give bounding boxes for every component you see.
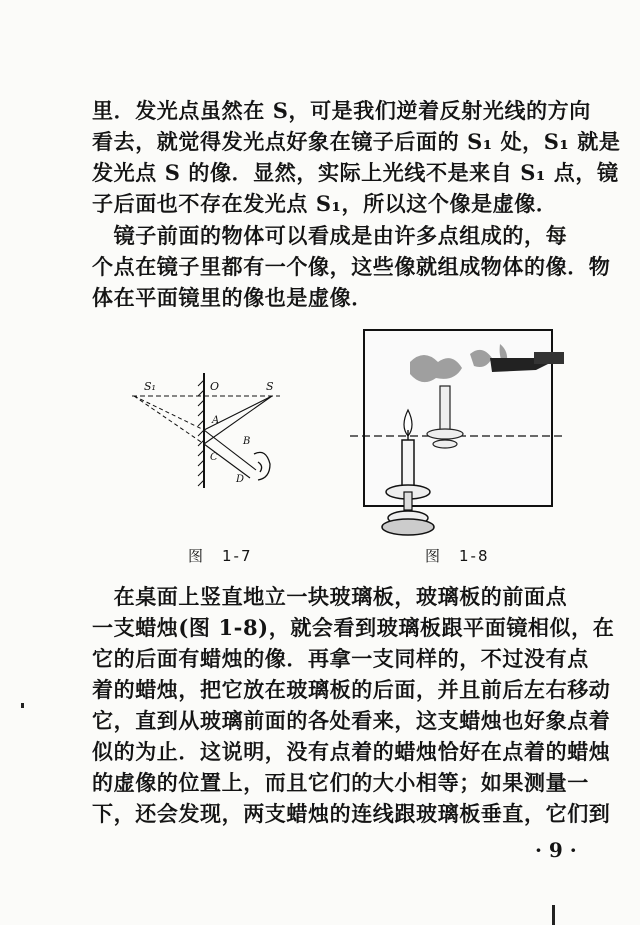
text-line: 体在平面镜里的像也是虚像． — [92, 285, 373, 310]
text-line: 的虚像的位置上，而且它们的大小相等；如果测量一 — [92, 770, 589, 795]
text-line: 它的后面有蜡烛的像．再拿一支同样的，不过没有点 — [92, 646, 589, 671]
text-line: 镜子前面的物体可以看成是由许多点组成的，每 — [92, 223, 568, 248]
virtual-rays — [134, 396, 204, 444]
text-line: 个点在镜子里都有一个像，这些像就组成物体的像．物 — [92, 254, 611, 279]
page-number: · 9 · — [535, 838, 577, 862]
text-line: 下，还会发现，两支蜡烛的连线跟玻璃板垂直，它们到 — [92, 801, 611, 826]
label-s: S — [266, 380, 274, 393]
text-line: 看去，就觉得发光点好象在镜子后面的 S₁ 处，S₁ 就是 — [92, 129, 621, 154]
label-o: O — [210, 380, 220, 393]
text-line: 似的为止．这说明，没有点着的蜡烛恰好在点着的蜡烛 — [92, 739, 611, 764]
figure-1-7-caption: 图 1-7 — [188, 547, 253, 565]
figure-1-8-caption: 图 1-8 — [425, 547, 490, 565]
text-line: 发光点 S 的像．显然，实际上光线不是来自 S₁ 点，镜 — [92, 160, 619, 185]
text-line: 在桌面上竖直地立一块玻璃板，玻璃板的前面点 — [92, 584, 568, 609]
text-line: 子后面也不存在发光点 S₁，所以这个像是虚像． — [92, 191, 558, 216]
label-c: C — [210, 452, 218, 463]
label-a: A — [212, 415, 220, 426]
text-line: 它，直到从玻璃前面的各处看来，这支蜡烛也好象点着 — [92, 708, 611, 733]
text-line: 一支蜡烛(图 1-8)，就会看到玻璃板跟平面镜相似，在 — [92, 615, 615, 640]
label-s1: S₁ — [144, 380, 156, 393]
scan-speck — [552, 905, 555, 925]
scan-speck — [21, 703, 24, 708]
label-d: D — [236, 474, 245, 485]
eye-sketch — [254, 452, 270, 480]
figure-1-8-illustration — [350, 322, 575, 542]
glass-plate — [364, 330, 552, 506]
figure-1-7-diagram — [120, 368, 290, 493]
label-b: B — [243, 436, 251, 447]
text-line: 里．发光点虽然在 S，可是我们逆着反射光线的方向 — [92, 98, 591, 123]
text-line: 着的蜡烛，把它放在玻璃板的后面，并且前后左右移动 — [92, 677, 611, 702]
